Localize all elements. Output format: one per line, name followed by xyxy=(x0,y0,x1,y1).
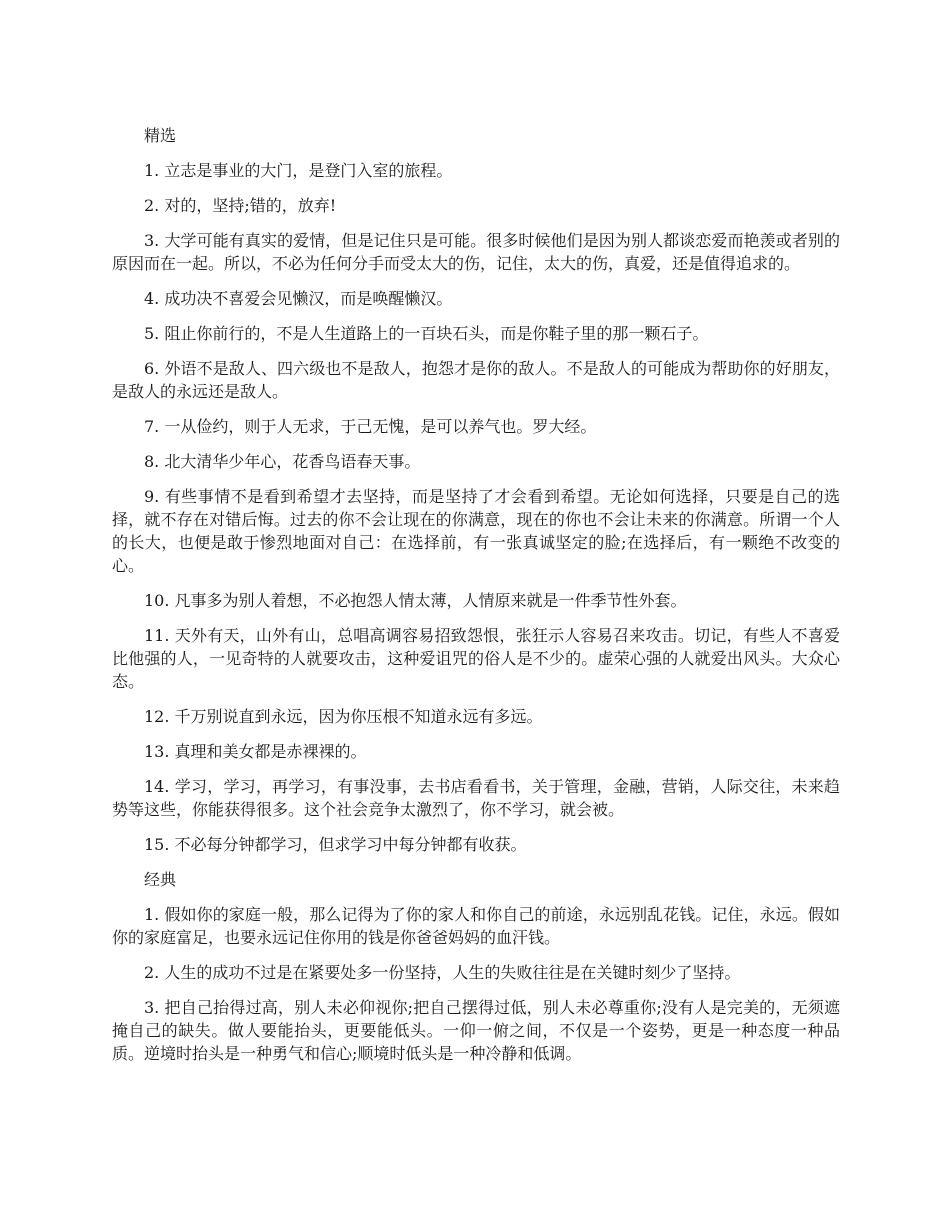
section-heading-classic: 经典 xyxy=(144,870,177,889)
document-page xyxy=(112,124,840,1077)
quote-item: 7. 一从俭约，则于人无求，于己无愧，是可以养气也。罗大经。 xyxy=(144,417,597,436)
quote-item: 8. 北大清华少年心，花香鸟语春天事。 xyxy=(144,452,421,471)
quote-item: 14. 学习，学习，再学习，有事没事，去书店看看书，关于管理，金融，营销，人际交往，未来趋势等这些，你能获得很多。这个社会竞争太激烈了，你不学习，就会被。 xyxy=(112,777,840,819)
quote-item: 1. 假如你的家庭一般，那么记得为了你的家人和你自己的前途，永远别乱花钱。记住，永远。假如你的家庭富足，也要永远记住你用的钱是你爸爸妈妈的血汗钱。 xyxy=(112,905,840,947)
quote-item: 1. 立志是事业的大门，是登门入室的旅程。 xyxy=(144,161,453,180)
section-heading-featured: 精选 xyxy=(144,126,177,145)
quote-item: 5. 阻止你前行的，不是人生道路上的一百块石头，而是你鞋子里的那一颗石子。 xyxy=(144,324,709,343)
quote-item: 2. 人生的成功不过是在紧要处多一份坚持，人生的失败往往是在关键时刻少了坚持。 xyxy=(144,963,741,982)
quote-item: 10. 凡事多为别人着想，不必抱怨人情太薄，人情原来就是一件季节性外套。 xyxy=(144,591,687,610)
quote-item: 12. 千万别说直到永远，因为你压根不知道永远有多远。 xyxy=(144,707,543,726)
quote-item: 4. 成功决不喜爱会见懒汉，而是唤醒懒汉。 xyxy=(144,289,453,308)
quote-item: 3. 把自己抬得过高，别人未必仰视你;把自己摆得过低，别人未必尊重你;没有人是完美的，无须遮掩自己的缺失。做人要能抬头，更要能低头。一仰一俯之间，不仅是一个姿势，更是一种态度一种品质。逆境时抬头是一种勇气和信心;顺境时低头是一种冷静和低调。 xyxy=(112,998,840,1063)
quote-item: 13. 真理和美女都是赤裸裸的。 xyxy=(144,742,367,761)
quote-item: 9. 有些事情不是看到希望才去坚持，而是坚持了才会看到希望。无论如何选择，只要是自己的选择，就不存在对错后悔。过去的你不会让现在的你满意，现在的你也不会让未来的你满意。所谓一个人的长大，也便是敢于惨烈地面对自己：在选择前，有一张真诚坚定的脸;在选择后，有一颗绝不改变的心。 xyxy=(112,487,840,575)
quote-item: 15. 不必每分钟都学习，但求学习中每分钟都有收获。 xyxy=(144,835,527,854)
quote-item: 6. 外语不是敌人、四六级也不是敌人，抱怨才是你的敌人。不是敌人的可能成为帮助你的好朋友，是敌人的永远还是敌人。 xyxy=(112,359,840,401)
quote-item: 3. 大学可能有真实的爱情，但是记住只是可能。很多时候他们是因为别人都谈恋爱而艳羡或者别的原因而在一起。所以，不必为任何分手而受太大的伤，记住，太大的伤，真爱，还是值得追求的。 xyxy=(112,231,840,273)
quote-item: 2. 对的，坚持;错的，放弃! xyxy=(144,196,337,215)
quote-item: 11. 天外有天，山外有山，总唱高调容易招致怨恨，张狂示人容易召来攻击。切记，有些人不喜爱比他强的人，一见奇特的人就要攻击，这种爱诅咒的俗人是不少的。虚荣心强的人就爱出风头。大众心态。 xyxy=(112,626,840,691)
